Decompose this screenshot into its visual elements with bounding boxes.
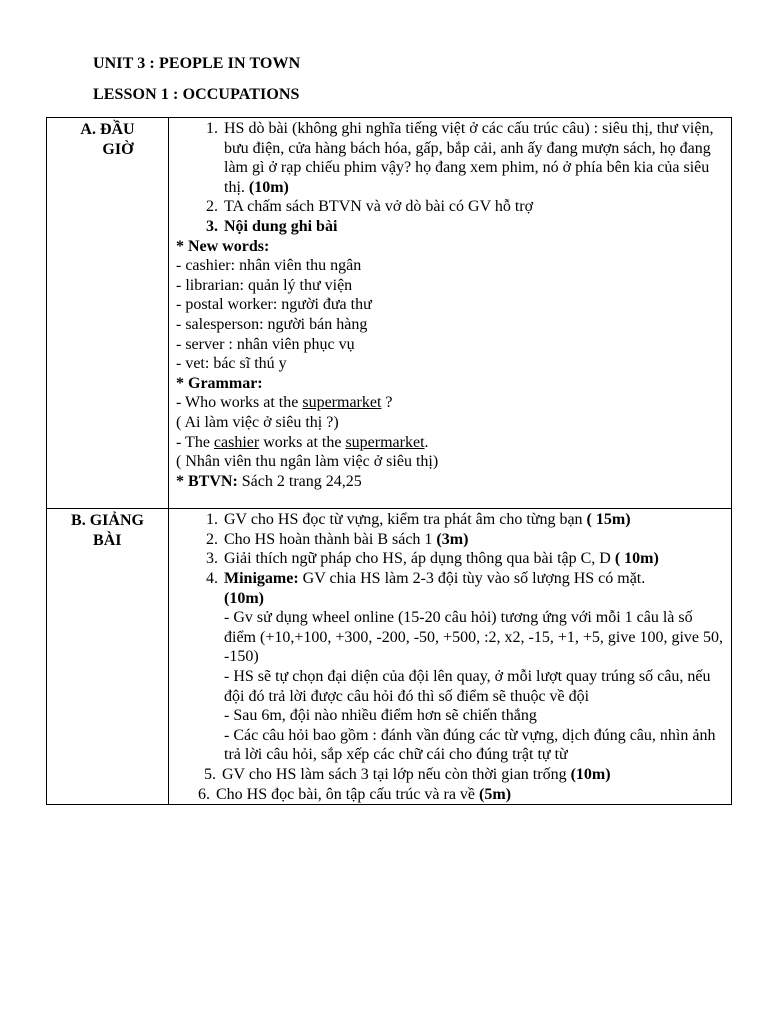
minigame-rule: - Sau 6m, đội nào nhiều điểm hơn sẽ chiến thắng: [224, 707, 537, 725]
vocab-item: - vet: bác sĩ thú y: [176, 355, 287, 373]
list-item: 3. Giải thích ngữ pháp cho HS, áp dụng thông qua bài tập C, D ( 10m): [206, 550, 659, 568]
vocab-item: - cashier: nhân viên thu ngân: [176, 257, 362, 275]
section-b-label-line2: BÀI: [93, 531, 122, 549]
section-a-row: [47, 118, 732, 509]
vocab-item: - salesperson: người bán hàng: [176, 315, 368, 333]
section-b-label-line1: B. GIẢNG: [71, 512, 144, 530]
minigame-rule: - HS sẽ tự chọn đại diện của đội lên quay, ở mỗi lượt quay trúng số câu, nếu đội đó trả lời được câu hỏi đó thì số điểm sẽ thuộc về đội: [224, 668, 711, 705]
minigame-rule: - Các câu hỏi bao gồm : đánh vần đúng các từ vựng, dịch đúng câu, nhìn ảnh trả lời câu hỏi, sắp xếp các chữ cái cho đúng trật tự từ: [224, 726, 716, 764]
grammar-answer: - The cashier works at the supermarket.: [176, 433, 429, 451]
grammar-question: - Who works at the supermarket ?: [176, 394, 393, 412]
document-title: UNIT 3 : PEOPLE IN TOWN: [93, 55, 301, 72]
section-b-label: [47, 509, 169, 805]
list-item: 2. Cho HS hoàn thành bài B sách 1 (3m): [206, 530, 469, 548]
section-a-label-line2: GIỜ: [102, 140, 134, 158]
grammar-heading: * Grammar:: [176, 374, 263, 392]
grammar-question-translation: ( Ai làm việc ở siêu thị ?): [176, 413, 339, 431]
list-item: 1. GV cho HS đọc từ vựng, kiểm tra phát âm cho từng bạn ( 15m): [206, 511, 631, 529]
section-a-label-line1: A. ĐẦU: [80, 121, 135, 138]
vocab-item: - librarian: quản lý thư viện: [176, 276, 353, 294]
section-a-label: [47, 118, 169, 509]
list-item: 3. Nội dung ghi bài: [206, 217, 338, 235]
section-b-row: [47, 509, 732, 805]
minigame-rule: - Gv sử dụng wheel online (15-20 câu hỏi) tương ứng với mỗi 1 câu là số điểm (+10,+100, +300, -200, -50, +500, :2, x2, -15, +1, +5, give 100, give 50, -150): [224, 609, 723, 666]
grammar-answer-translation: ( Nhân viên thu ngân làm việc ở siêu thị): [176, 453, 439, 471]
new-words-heading: * New words:: [176, 237, 270, 255]
vocab-item: - postal worker: người đưa thư: [176, 296, 372, 314]
section-b-content: [169, 509, 732, 805]
list-item: 2. TA chấm sách BTVN và vở dò bài có GV hỗ trợ: [206, 198, 534, 216]
list-item: 4. Minigame: GV chia HS làm 2-3 đội tùy vào số lượng HS có mặt. (10m): [206, 570, 646, 607]
list-item: 1. HS dò bài (không ghi nghĩa tiếng việt ở các cấu trúc câu) : siêu thị, thư viện, bưu điện, cửa hàng bách hóa, gấp, bắp cải, anh ấy đang mượn sách, họ đang làm gì ở rạp chiếu phim vậy? họ đang xem phim, nó ở phía bên kia của siêu thị. (10m): [206, 120, 714, 196]
homework-line: * BTVN: Sách 2 trang 24,25: [176, 472, 362, 490]
vocab-item: - server : nhân viên phục vụ: [176, 335, 355, 353]
list-item: 6. Cho HS đọc bài, ôn tập cấu trúc và ra về (5m): [198, 785, 512, 803]
lesson-plan-table: [46, 117, 732, 805]
list-item: 5. GV cho HS làm sách 3 tại lớp nếu còn thời gian trống (10m): [204, 766, 611, 783]
section-a-content: [169, 118, 732, 509]
lesson-title: LESSON 1 : OCCUPATIONS: [93, 86, 300, 103]
